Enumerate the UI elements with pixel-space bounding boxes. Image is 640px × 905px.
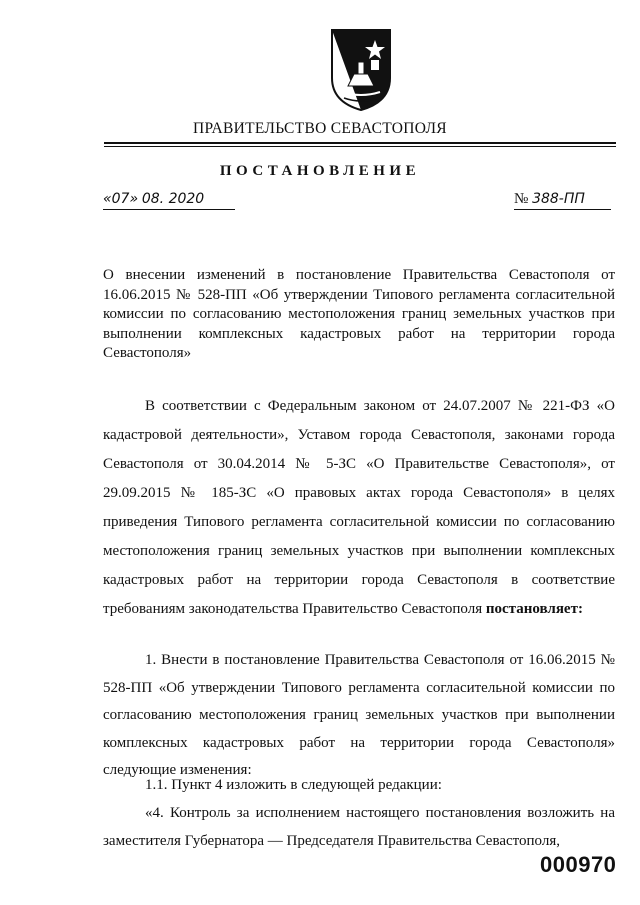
date-close-quote: » — [129, 191, 139, 207]
date-open-quote: « — [103, 191, 112, 207]
clause-4-text: «4. Контроль за исполнением настоящего постановления возложить на заместителя Губернатора — Председателя Правительства Севастополя, — [103, 805, 615, 849]
document-type: ПОСТАНОВЛЕНИЕ — [219, 163, 421, 179]
number-sign: № — [514, 191, 529, 207]
clause-1-1: 1.1. Пункт 4 изложить в следующей редакции: — [145, 777, 442, 793]
government-title: ПРАВИТЕЛЬСТВО СЕВАСТОПОЛЯ — [193, 120, 447, 137]
preamble-text: В соответствии с Федеральным законом от 24.07.2007 № 221-ФЗ «О кадастровой деятельности», Уставом города Севастополя, законами города Севастополя от 30.04.2014 № 5-ЗС «О Правительстве Севастополя», от 29.09.2015 № 185-ЗС «О правовых актах города Севастополя» в целях приведения Типового регламента согласительной комиссии по согласованию местоположения границ земельных участков при выполнении комплексных кадастровых работ на территории города Севастополя в соответствие требованиям законодательства Правительство Севастополя — [103, 398, 615, 617]
header-rule-thin — [104, 146, 616, 147]
clause-1: 1. Внести в постановление Правительства Севастополя от 16.06.2015 № 528-ПП «Об утверждении Типового регламента согласительной комиссии по согласованию местоположения границ земельных участков при выполнении комплексных кадастровых работ на территории города Севастополя» следующие изменения: — [103, 652, 615, 778]
header-rule — [104, 142, 616, 144]
date-month-year: 08. 2020 — [141, 191, 205, 207]
date-day: 07 — [111, 191, 130, 207]
serial-number: 000970 — [540, 852, 617, 877]
preamble-paragraph — [103, 392, 615, 624]
document-date — [103, 191, 235, 210]
document-number — [514, 191, 611, 210]
decree-colon: : — [577, 601, 583, 617]
decree-word: постановляет — [485, 601, 578, 617]
document-subject: О внесении изменений в постановление Правительства Севастополя от 16.06.2015 № 528-ПП «Об утверждении Типового регламента согласительной комиссии по согласованию местоположения границ земельных участков при выполнении комплексных кадастровых работ на территории города Севастополя» — [103, 267, 615, 361]
number-value: 388-ПП — [532, 191, 585, 207]
sevastopol-coat-of-arms-icon — [328, 26, 394, 112]
